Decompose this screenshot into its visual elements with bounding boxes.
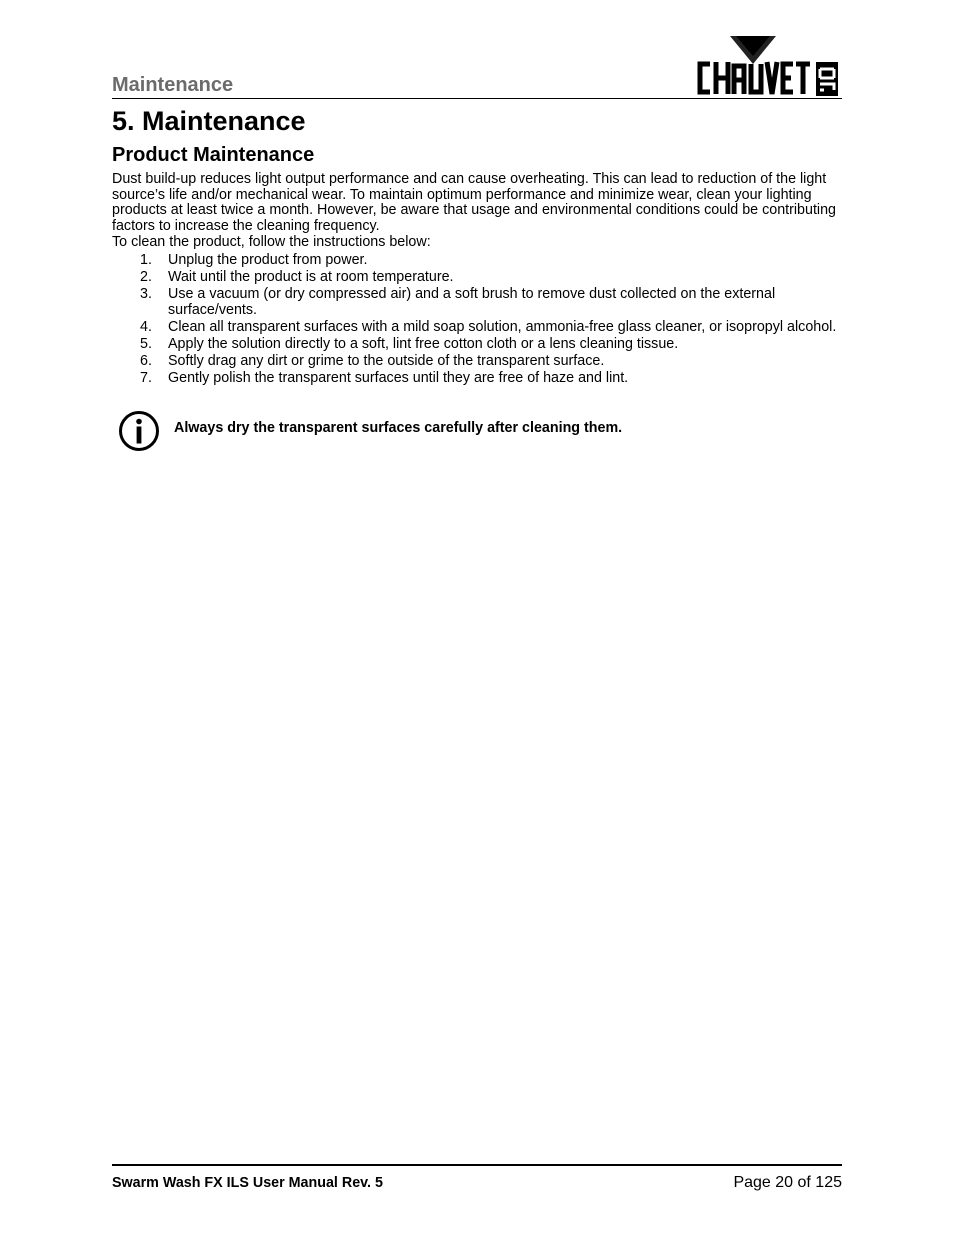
list-item (112, 287, 842, 318)
cleaning-steps-list (112, 253, 842, 388)
step-text: Wait until the product is at room temperature. (168, 269, 454, 286)
step-text: Softly drag any dirt or grime to the outside of the transparent surface. (168, 352, 605, 369)
step-text: Clean all transparent surfaces with a mild soap solution, ammonia-free glass cleaner, or isopropyl alcohol. (168, 318, 837, 335)
intro-paragraph: Dust build-up reduces light output performance and can cause overheating. This can lead to reduction of the light source’s life and/or mechanical wear. To maintain optimum performance and minimize wear, clean your lighting products at least twice a month. However, be aware that usage and environmental conditions could be contributing factors to increase the cleaning frequency. (112, 171, 837, 234)
instructions-lead: To clean the product, follow the instructions below: (112, 234, 431, 250)
step-text: Use a vacuum (or dry compressed air) and a soft brush to remove dust collected on the external surface/vents. (168, 286, 776, 318)
step-number: 3. (140, 286, 152, 303)
step-text: Unplug the product from power. (168, 252, 368, 268)
logo-halftone-diamond (730, 36, 776, 64)
step-number: 1. (140, 252, 152, 268)
page-header (112, 30, 842, 99)
info-note (118, 410, 842, 454)
list-item (112, 337, 842, 353)
step-number: 5. (140, 335, 152, 352)
list-item (112, 354, 842, 370)
chauvet-logo-graphic (696, 34, 842, 98)
subsection-title: Product Maintenance (112, 144, 315, 166)
page-footer (112, 1164, 842, 1196)
step-text: Gently polish the transparent surfaces until they are free of haze and lint. (168, 370, 629, 387)
step-number: 2. (140, 269, 152, 286)
list-item (112, 270, 842, 286)
step-number: 4. (140, 318, 152, 335)
chapter-title: 5. Maintenance (112, 106, 306, 136)
note-text: Always dry the transparent surfaces carefully after cleaning them. (174, 420, 623, 436)
manual-title: Swarm Wash FX ILS User Manual Rev. 5 (112, 1175, 383, 1191)
logo-dj-block (816, 62, 838, 96)
step-number: 6. (140, 352, 152, 369)
chauvet-dj-logo (696, 34, 842, 98)
step-text: Apply the solution directly to a soft, lint free cotton cloth or a lens cleaning tissue. (168, 335, 679, 352)
logo-letters (700, 62, 810, 94)
section-label: Maintenance (112, 74, 234, 96)
list-item (112, 253, 842, 269)
list-item (112, 371, 842, 387)
list-item (112, 320, 842, 336)
step-number: 7. (140, 370, 152, 387)
info-icon (118, 410, 160, 452)
page-number: Page 20 of 125 (733, 1174, 842, 1191)
